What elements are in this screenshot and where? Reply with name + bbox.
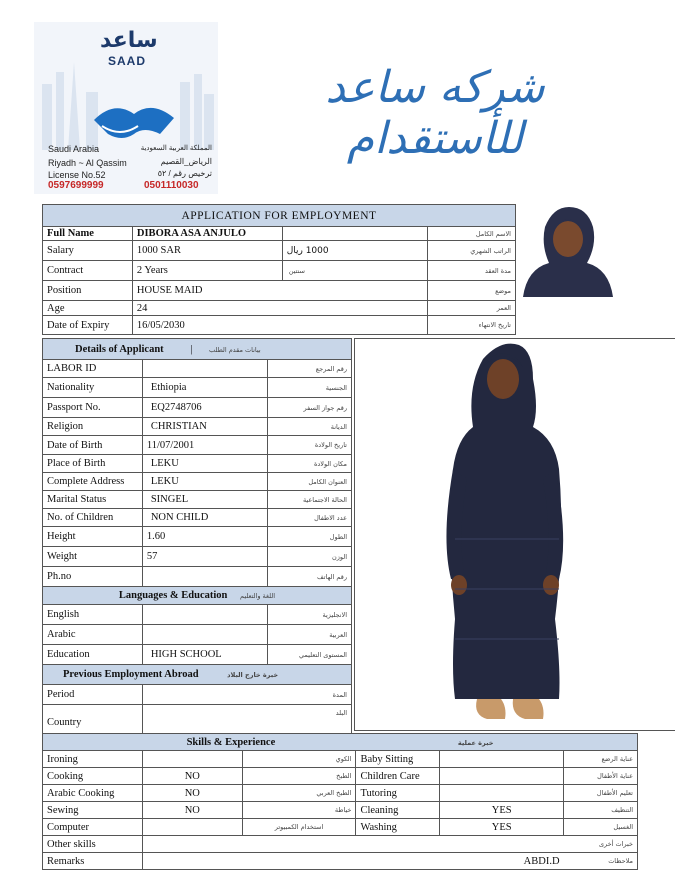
details-table bbox=[42, 338, 352, 741]
label-religion: Religion bbox=[43, 418, 143, 436]
ar-phone: رقم الهاتف bbox=[268, 567, 352, 587]
value-arabic-cooking: NO bbox=[142, 785, 242, 802]
label-place-of-birth: Place of Birth bbox=[43, 455, 143, 473]
language-row bbox=[43, 605, 352, 625]
ar-height: الطول bbox=[268, 527, 352, 547]
value-education: HIGH SCHOOL bbox=[142, 645, 267, 665]
label-weight: Weight bbox=[43, 547, 143, 567]
value-tutoring bbox=[440, 785, 564, 802]
logo-brand-en: SAAD bbox=[108, 54, 147, 68]
summary-row bbox=[43, 227, 516, 241]
summary-table bbox=[42, 204, 516, 335]
ar-children-care: عناية الأطفال bbox=[564, 768, 638, 785]
logo-brand-ar: ساعد bbox=[100, 28, 158, 53]
ar-sewing: خياطة bbox=[242, 802, 356, 819]
language-row bbox=[43, 645, 352, 665]
ar-contract: مدة العقد bbox=[428, 261, 516, 281]
logo-license-en: License No.52 bbox=[48, 170, 106, 180]
label-dob: Date of Birth bbox=[43, 436, 143, 455]
ar-weight: الوزن bbox=[268, 547, 352, 567]
skill-row bbox=[43, 819, 638, 836]
details-row bbox=[43, 491, 352, 509]
ar-computer: استخدام الكمبيوتر bbox=[242, 819, 356, 836]
ar-marital-status: الحالة الاجتماعية bbox=[268, 491, 352, 509]
ar-cleaning: التنظيف bbox=[564, 802, 638, 819]
logo-city-ar: الرياض_القصيم bbox=[160, 157, 212, 166]
value-cooking: NO bbox=[142, 768, 242, 785]
label-phone: Ph.no bbox=[43, 567, 143, 587]
extra-contract: سنتين bbox=[282, 261, 427, 281]
skill-row bbox=[43, 751, 638, 768]
value-labor-id bbox=[142, 360, 267, 378]
ar-expiry: تاريخ الانتهاء bbox=[428, 316, 516, 335]
label-labor-id: LABOR ID bbox=[43, 360, 143, 378]
ar-period: المدة bbox=[268, 685, 352, 705]
label-education: Education bbox=[43, 645, 143, 665]
ar-dob: تاريخ الولادة bbox=[268, 436, 352, 455]
ar-remarks: ملاحظات bbox=[564, 853, 638, 870]
skills-header-ar: خبرة عملية bbox=[457, 738, 494, 747]
ar-salary: الراتب الشهري bbox=[428, 241, 516, 261]
label-position: Position bbox=[43, 281, 133, 301]
skill-row bbox=[43, 802, 638, 819]
ar-children: عدد الاطفال bbox=[268, 509, 352, 527]
language-row bbox=[43, 625, 352, 645]
label-cooking: Cooking bbox=[43, 768, 143, 785]
other-skills-row bbox=[43, 836, 638, 853]
value-religion: CHRISTIAN bbox=[142, 418, 267, 436]
logo-country-ar: المملكة العربية السعودية bbox=[140, 145, 212, 152]
label-marital-status: Marital Status bbox=[43, 491, 143, 509]
label-salary: Salary bbox=[43, 241, 133, 261]
details-row bbox=[43, 567, 352, 587]
ar-labor-id: رقم المرجع bbox=[268, 360, 352, 378]
details-row bbox=[43, 527, 352, 547]
value-address: LEKU bbox=[142, 473, 267, 491]
ar-washing: الغسيل bbox=[564, 819, 638, 836]
ar-tutoring: تعليم الأطفال bbox=[564, 785, 638, 802]
details-header bbox=[43, 339, 352, 360]
label-washing: Washing bbox=[356, 819, 440, 836]
value-washing: YES bbox=[440, 819, 564, 836]
label-passport: Passport No. bbox=[43, 398, 143, 418]
skill-row bbox=[43, 785, 638, 802]
label-other-skills: Other skills bbox=[43, 836, 143, 853]
label-nationality: Nationality bbox=[43, 378, 143, 398]
extra-full-name bbox=[282, 227, 427, 241]
ar-nationality: الجنسية bbox=[268, 378, 352, 398]
value-salary: 1000 SAR bbox=[132, 241, 282, 261]
label-english: English bbox=[43, 605, 143, 625]
details-row bbox=[43, 418, 352, 436]
value-arabic bbox=[142, 625, 267, 645]
skill-row bbox=[43, 768, 638, 785]
label-arabic: Arabic bbox=[43, 625, 143, 645]
previous-row bbox=[43, 685, 352, 705]
label-tutoring: Tutoring bbox=[356, 785, 440, 802]
value-other-skills bbox=[142, 836, 563, 853]
details-header-separator: | bbox=[190, 343, 193, 355]
value-weight: 57 bbox=[142, 547, 267, 567]
label-baby-sitting: Baby Sitting bbox=[356, 751, 440, 768]
label-address: Complete Address bbox=[43, 473, 143, 491]
logo-country-en: Saudi Arabia bbox=[48, 144, 100, 154]
value-height: 1.60 bbox=[142, 527, 267, 547]
label-contract: Contract bbox=[43, 261, 133, 281]
value-computer bbox=[142, 819, 242, 836]
value-children-care bbox=[440, 768, 564, 785]
ar-religion: الديانة bbox=[268, 418, 352, 436]
skills-table bbox=[42, 733, 638, 870]
label-children: No. of Children bbox=[43, 509, 143, 527]
ar-other-skills: خبرات أخرى bbox=[564, 836, 638, 853]
languages-header-ar: اللغة والتعليم bbox=[240, 592, 276, 600]
details-row bbox=[43, 360, 352, 378]
ar-passport: رقم جواز السفر bbox=[268, 398, 352, 418]
ar-ironing: الكوي bbox=[242, 751, 356, 768]
ar-arabic: العربية bbox=[268, 625, 352, 645]
extra-salary: 1000 ريال bbox=[282, 241, 427, 261]
summary-row bbox=[43, 301, 516, 316]
skills-header bbox=[43, 734, 638, 751]
details-row bbox=[43, 509, 352, 527]
value-place-of-birth: LEKU bbox=[142, 455, 267, 473]
summary-row bbox=[43, 261, 516, 281]
value-position: HOUSE MAID bbox=[132, 281, 427, 301]
label-remarks: Remarks bbox=[43, 853, 143, 870]
ar-cooking: الطبخ bbox=[242, 768, 356, 785]
value-cleaning: YES bbox=[440, 802, 564, 819]
label-arabic-cooking: Arabic Cooking bbox=[43, 785, 143, 802]
label-height: Height bbox=[43, 527, 143, 547]
label-ironing: Ironing bbox=[43, 751, 143, 768]
previous-header-ar: خبرة خارج البلاد bbox=[227, 671, 279, 679]
ar-baby-sitting: عناية الرضع bbox=[564, 751, 638, 768]
label-computer: Computer bbox=[43, 819, 143, 836]
details-row bbox=[43, 455, 352, 473]
value-ironing bbox=[142, 751, 242, 768]
details-header-title: Details of Applicant bbox=[75, 343, 164, 355]
details-header-ar: بيانات مقدم الطلب bbox=[209, 345, 261, 354]
logo-phone-1: 0597699999 bbox=[48, 180, 104, 191]
details-row bbox=[43, 398, 352, 418]
value-expiry: 16/05/2030 bbox=[132, 316, 427, 335]
label-full-name: Full Name bbox=[43, 227, 133, 241]
ar-position: موضع bbox=[428, 281, 516, 301]
details-row bbox=[43, 473, 352, 491]
value-remarks: ABDI.D bbox=[142, 853, 563, 870]
value-children: NON CHILD bbox=[142, 509, 267, 527]
skills-header-title: Skills & Experience bbox=[186, 736, 276, 748]
details-row bbox=[43, 378, 352, 398]
logo-license-ar: ترخيص رقم / ٥٢ bbox=[157, 169, 212, 178]
value-nationality: Ethiopia bbox=[142, 378, 267, 398]
value-baby-sitting bbox=[440, 751, 564, 768]
form-title: APPLICATION FOR EMPLOYMENT bbox=[43, 205, 516, 227]
summary-row bbox=[43, 281, 516, 301]
ar-arabic-cooking: الطبخ العربي bbox=[242, 785, 356, 802]
value-english bbox=[142, 605, 267, 625]
details-row bbox=[43, 547, 352, 567]
company-logo bbox=[34, 22, 218, 194]
label-children-care: Children Care bbox=[356, 768, 440, 785]
ar-full-name: الاسم الكامل bbox=[428, 227, 516, 241]
label-country: Country bbox=[43, 705, 143, 741]
ar-education: المستوى التعليمي bbox=[268, 645, 352, 665]
value-marital-status: SINGEL bbox=[142, 491, 267, 509]
value-full-name: DIBORA ASA ANJULO bbox=[132, 227, 282, 241]
label-period: Period bbox=[43, 685, 143, 705]
ar-address: العنوان الكامل bbox=[268, 473, 352, 491]
applicant-full-photo bbox=[354, 338, 675, 731]
label-sewing: Sewing bbox=[43, 802, 143, 819]
remarks-row bbox=[43, 853, 638, 870]
label-cleaning: Cleaning bbox=[356, 802, 440, 819]
applicant-portrait bbox=[519, 205, 617, 297]
previous-header bbox=[43, 665, 352, 685]
value-contract: 2 Years bbox=[132, 261, 282, 281]
logo-phone-2: 0501110030 bbox=[144, 180, 199, 191]
label-age: Age bbox=[43, 301, 133, 316]
ar-country: البلد bbox=[268, 705, 352, 741]
previous-header-title: Previous Employment Abroad bbox=[63, 669, 199, 680]
summary-row bbox=[43, 241, 516, 261]
ar-age: العمر bbox=[428, 301, 516, 316]
company-title: شركه ساعد للأستقدام bbox=[325, 62, 545, 164]
languages-header bbox=[43, 587, 352, 605]
value-age: 24 bbox=[132, 301, 427, 316]
details-row bbox=[43, 436, 352, 455]
value-period bbox=[142, 685, 267, 705]
label-expiry: Date of Expiry bbox=[43, 316, 133, 335]
value-sewing: NO bbox=[142, 802, 242, 819]
ar-place-of-birth: مكان الولادة bbox=[268, 455, 352, 473]
value-phone bbox=[142, 567, 267, 587]
logo-city-en: Riyadh ~ Al Qassim bbox=[48, 158, 127, 168]
languages-header-title: Languages & Education bbox=[118, 590, 228, 601]
value-dob: 11/07/2001 bbox=[142, 436, 267, 455]
ar-english: الانجليزية bbox=[268, 605, 352, 625]
summary-row bbox=[43, 316, 516, 335]
value-passport: EQ2748706 bbox=[142, 398, 267, 418]
